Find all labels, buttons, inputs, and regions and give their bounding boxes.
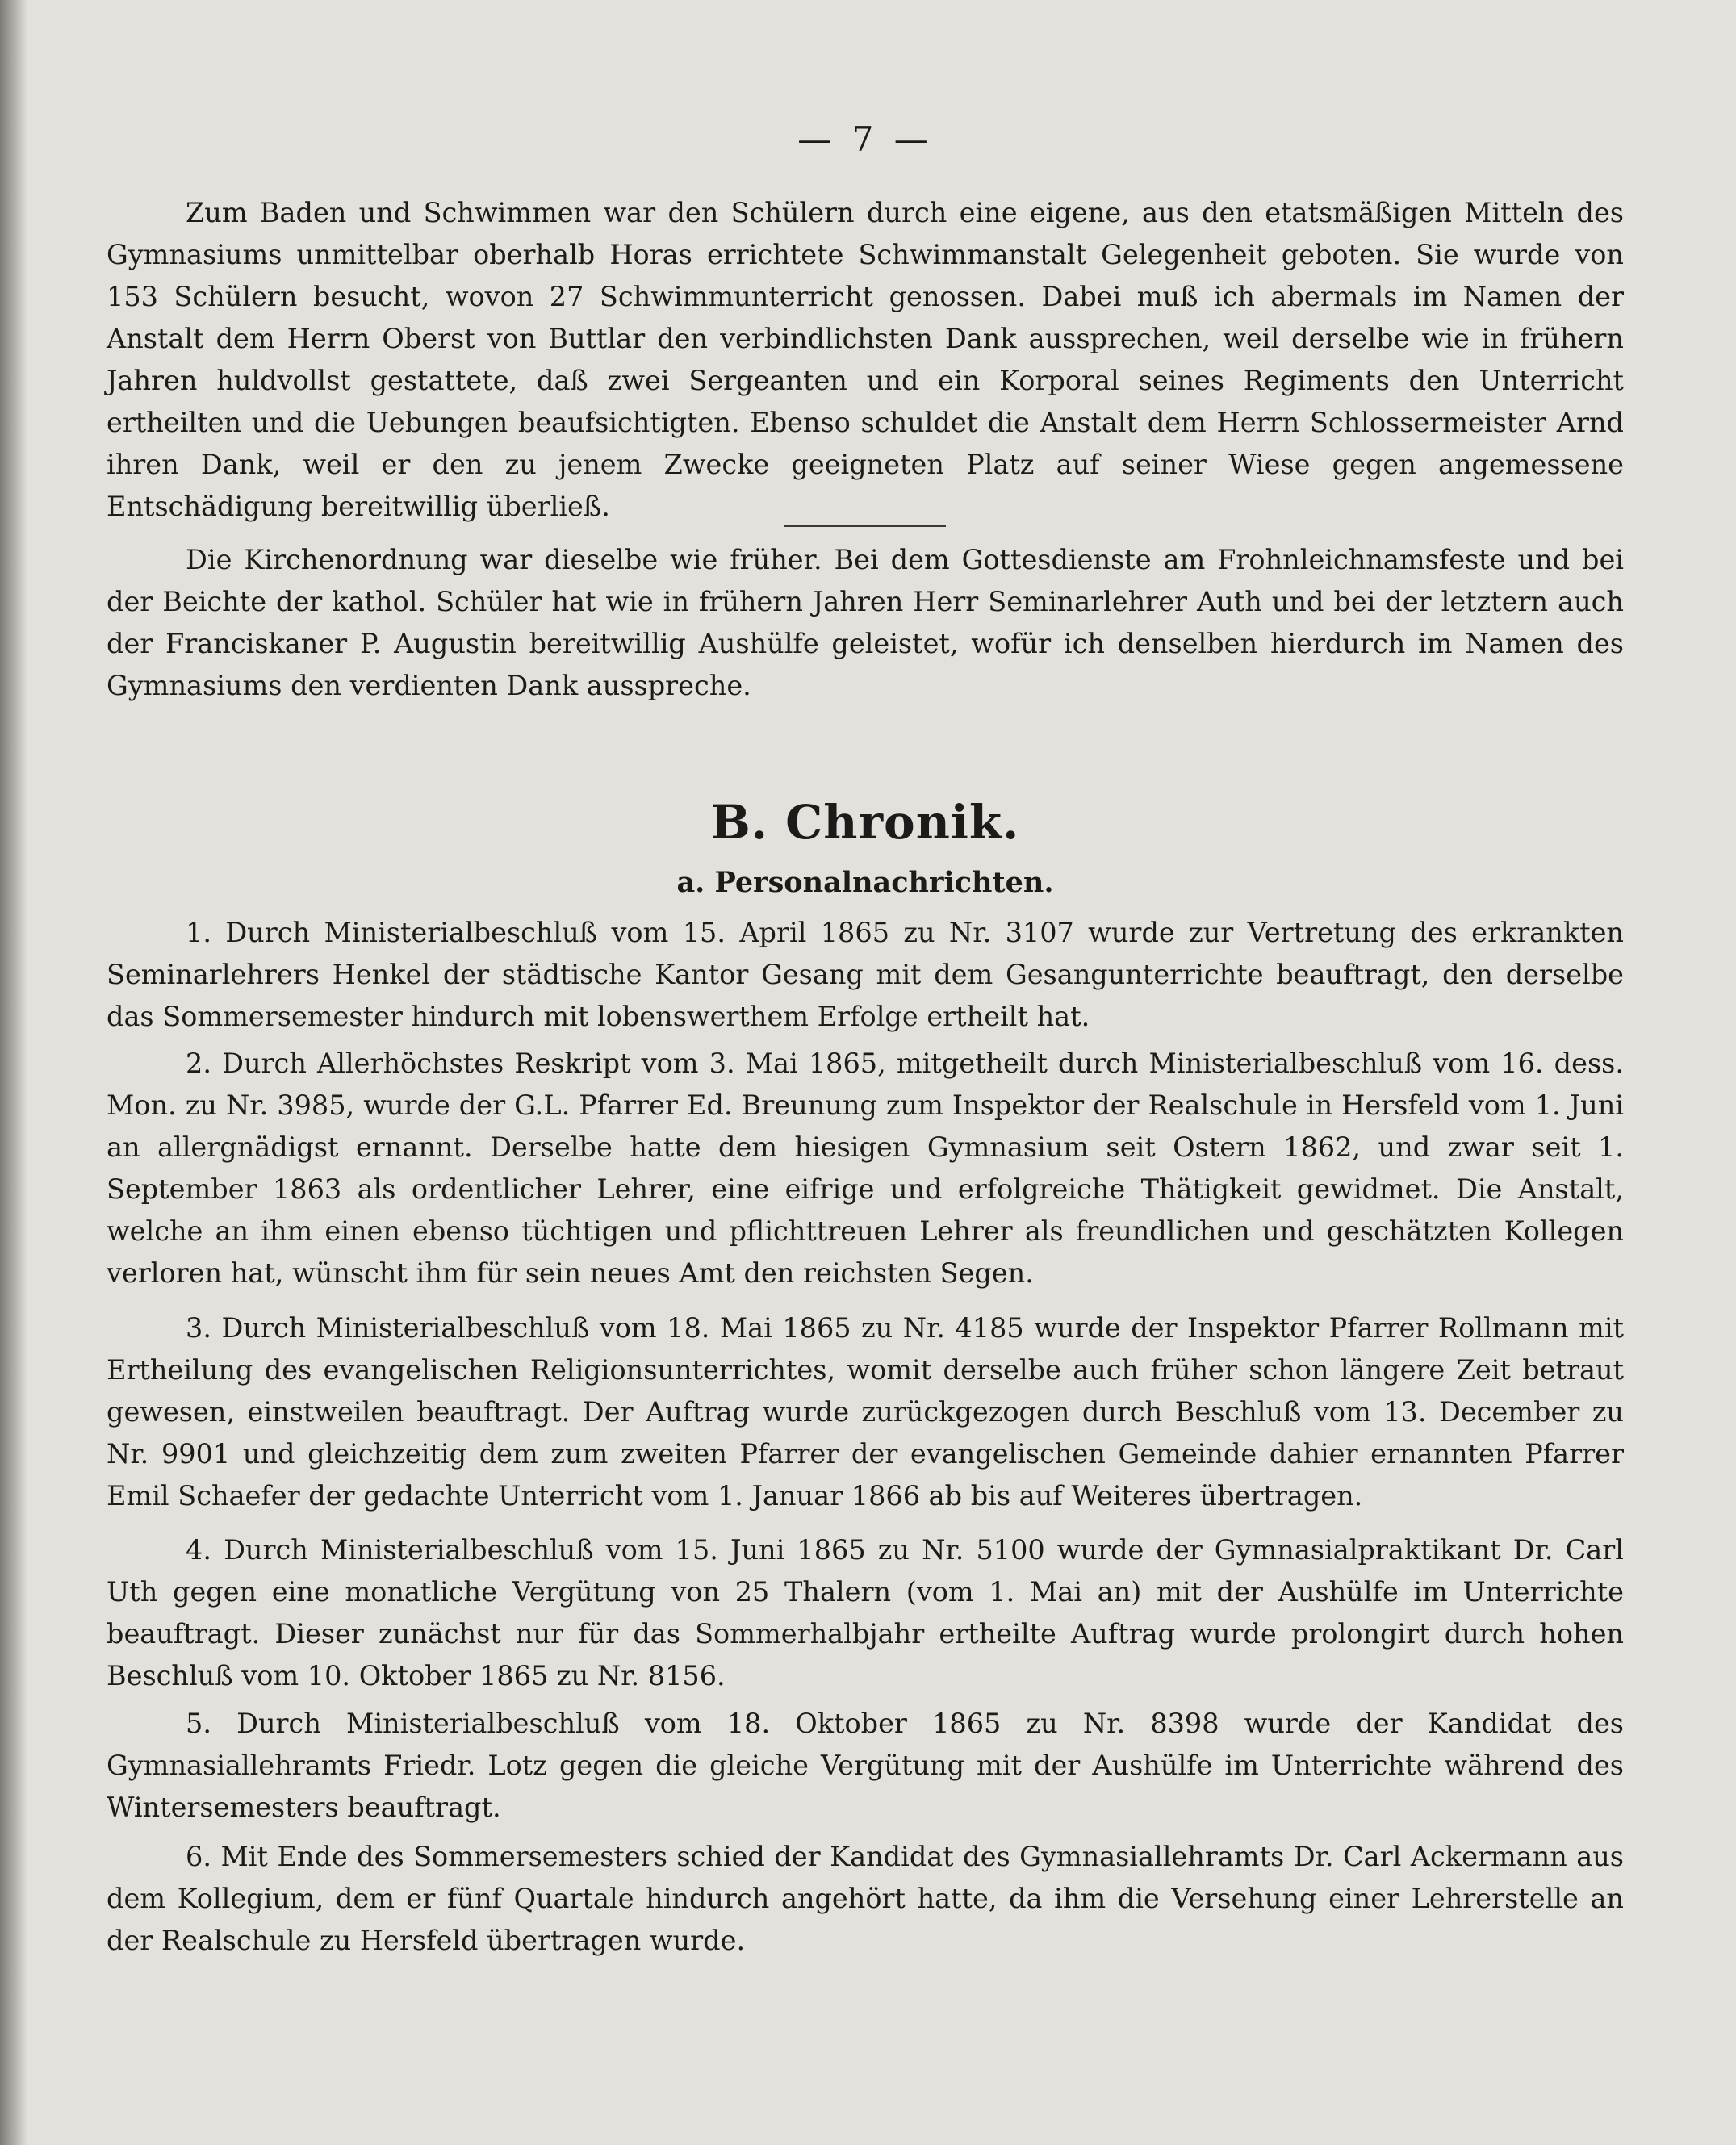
item-number: 3.: [186, 1312, 211, 1344]
paragraph-text: Die Kirchenordnung war dieselbe wie früher. Bei dem Gottesdienste am Frohnleichnamsfeste und bei der Beichte der kathol. Schüler hat wie in frühern Jahren Herr Seminarlehrer Auth und bei der letztern auch der Franciskaner P. Augustin bereitwillig Aushülfe geleistet, wofür ich denselben hierdurch im Namen des Gymnasiums den verdienten Dank ausspreche.: [107, 544, 1624, 701]
item-number: 5.: [186, 1708, 211, 1739]
paragraph-swimming: [107, 192, 1624, 528]
list-item: [107, 1836, 1624, 1962]
page-number: — 7 —: [797, 119, 933, 159]
paragraph-church: [107, 539, 1624, 707]
paragraph-text: Zum Baden und Schwimmen war den Schülern durch eine eigene, aus den etatsmäßigen Mitteln des Gymnasiums unmittelbar oberhalb Horas errichtete Schwimmanstalt Gelegenheit geboten. Sie wurde von 153 Schülern besucht, wovon 27 Schwimmunterricht genossen. Dabei muß ich abermals im Namen der Anstalt dem Herrn Oberst von Buttlar den verbindlichsten Dank aussprechen, weil derselbe wie in frühern Jahren huldvollst gestattete, daß zwei Sergeanten und ein Korporal seines Regiments den Unterricht ertheilten und die Uebungen beaufsichtigten. Ebenso schuldet die Anstalt dem Herrn Schlossermeister Arnd ihren Dank, weil er den zu jenem Zwecke geeigneten Platz auf seiner Wiese gegen angemessene Entschädigung bereitwillig überließ.: [107, 197, 1624, 522]
item-text: Mit Ende des Sommersemesters schied der Kandidat des Gymnasiallehramts Dr. Carl Ackermann aus dem Kollegium, dem er fünf Quartale hindurch angehört hatte, da ihm die Versehung einer Lehrerstelle an der Realschule zu Hersfeld übertragen wurde.: [107, 1841, 1625, 1956]
list-item: [107, 1529, 1624, 1697]
section-title: B. Chronik.: [710, 795, 1020, 850]
item-text: Durch Ministerialbeschluß vom 18. Oktober 1865 zu Nr. 8398 wurde der Kandidat des Gymnasiallehramts Friedr. Lotz gegen die gleiche Vergütung mit der Aushülfe im Unterrichte während des Wintersemesters beauftragt.: [107, 1708, 1624, 1823]
item-text: Durch Allerhöchstes Reskript vom 3. Mai 1865, mitgetheilt durch Ministerialbeschluß vom 16. dess. Mon. zu Nr. 3985, wurde der G.L. Pfarrer Ed. Breunung zum Inspektor der Realschule in Hersfeld vom 1. Juni an allergnädigst ernannt. Derselbe hatte dem hiesigen Gymnasium seit Ostern 1862, und zwar seit 1. September 1863 als ordentlicher Lehrer, eine eifrige und erfolgreiche Thätigkeit gewidmet. Die Anstalt, welche an ihm einen ebenso tüchtigen und pflichttreuen Lehrer als freundlichen und geschätzten Kollegen verloren hat, wünscht ihm für sein neues Amt den reichsten Segen.: [107, 1047, 1624, 1289]
binding-shadow: [0, 0, 27, 2145]
item-text: Durch Ministerialbeschluß vom 15. April 1865 zu Nr. 3107 wurde zur Vertretung des erkrankten Seminarlehrers Henkel der städtische Kantor Gesang mit dem Gesangunterrichte beauftragt, den derselbe das Sommersemester hindurch mit lobenswerthem Erfolge ertheilt hat.: [107, 917, 1624, 1032]
item-text: Durch Ministerialbeschluß vom 15. Juni 1865 zu Nr. 5100 wurde der Gymnasialpraktikant Dr. Carl Uth gegen eine monatliche Vergütung von 25 Thalern (vom 1. Mai an) mit der Aushülfe im Unterrichte beauftragt. Dieser zunächst nur für das Sommerhalbjahr ertheilte Auftrag wurde prolongirt durch hohen Beschluß vom 10. Oktober 1865 zu Nr. 8156.: [107, 1534, 1624, 1691]
item-number: 1.: [186, 917, 211, 948]
list-item: [107, 1703, 1624, 1829]
separator-rule: [784, 525, 946, 527]
section-subtitle: a. Personalnachrichten.: [676, 866, 1054, 899]
item-number: 6.: [186, 1841, 211, 1872]
list-item: [107, 912, 1624, 1038]
item-number: 2.: [186, 1047, 211, 1079]
list-item: [107, 1043, 1624, 1294]
list-item: [107, 1307, 1624, 1517]
item-number: 4.: [186, 1534, 211, 1566]
item-text: Durch Ministerialbeschluß vom 18. Mai 1865 zu Nr. 4185 wurde der Inspektor Pfarrer Rollmann mit Ertheilung des evangelischen Religionsunterrichtes, womit derselbe auch früher schon längere Zeit betraut gewesen, einstweilen beauftragt. Der Auftrag wurde zurückgezogen durch Beschluß vom 13. December zu Nr. 9901 und gleichzeitig dem zum zweiten Pfarrer der evangelischen Gemeinde dahier ernannten Pfarrer Emil Schaefer der gedachte Unterricht vom 1. Januar 1866 ab bis auf Weiteres übertragen.: [107, 1312, 1624, 1512]
